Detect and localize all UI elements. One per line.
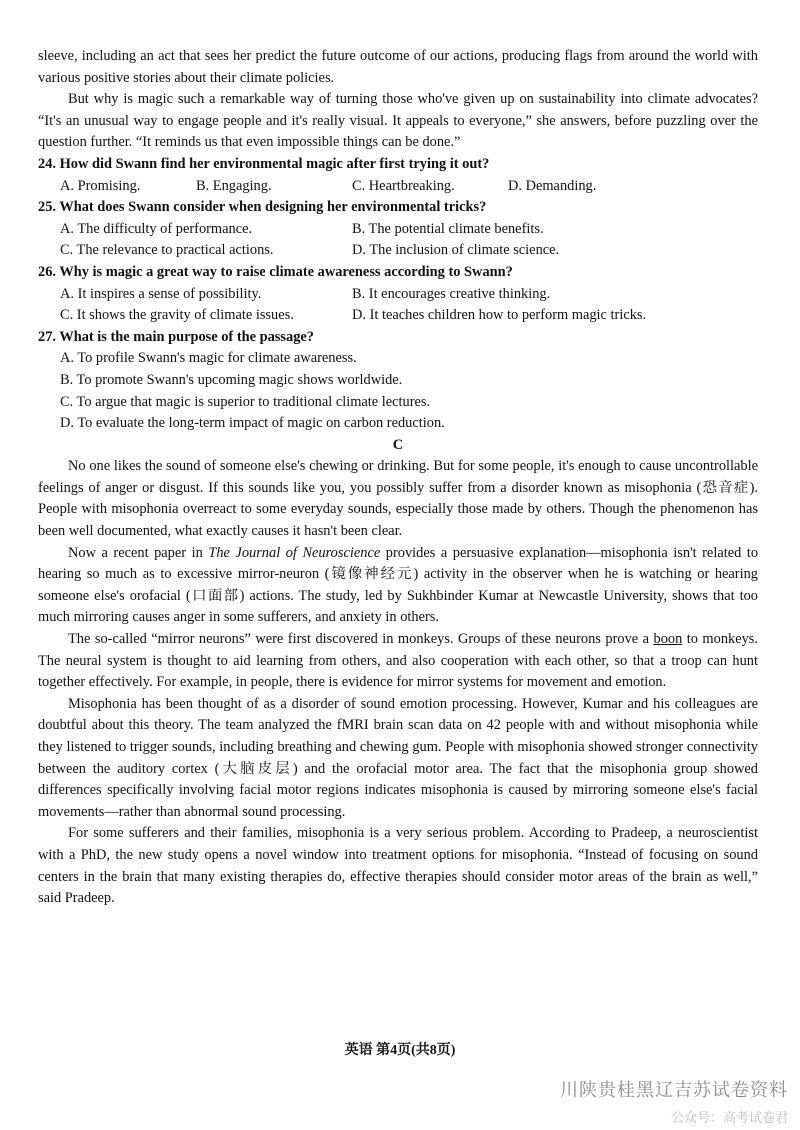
watermark-line-1: 川陕贵桂黑辽吉苏试卷资料 [560,1080,788,1101]
text-run: The so-called “mirror neurons” were first discovered in monkeys. Groups of these neurons prove a [68,631,654,648]
option-a: A. The difficulty of performance. [60,220,253,237]
option-c: C. The relevance to practical actions. [60,242,274,259]
question-25 [38,197,758,262]
option-d: D. It teaches children how to perform magic tricks. [352,307,647,324]
question-options-row-1 [38,284,758,306]
option-d: D. To evaluate the long-term impact of magic on carbon reduction. [60,415,445,432]
option-d: D. Demanding. [508,177,597,194]
option-c: C. It shows the gravity of climate issues. [60,307,294,324]
passage-paragraph-3 [38,629,758,694]
option-b: B. It encourages creative thinking. [352,285,551,302]
intro-paragraph-2: But why is magic such a remarkable way of turning those who've given up on sustainability into climate advocates? “It's an unusual way to engage people and it's really visual. It appeals to everyone,” she answers, before puzzling over the question further. “It reminds us that even impossible things can be done.” [38,91,758,151]
intro-paragraph-1: sleeve, including an act that sees her predict the future outcome of our actions, producing flags from around the world with various positive stories about their climate policies. [38,48,758,86]
page-content [38,46,758,910]
question-options [38,176,758,198]
option-b: B. Engaging. [196,177,272,194]
question-stem: 26. Why is magic a great way to raise climate awareness according to Swann? [38,263,513,280]
text-run: provides a persuasive explanation—misophonia isn't related to hearing so much as to excessive mirror-neuron (镜像神经元) activity in the observer when he is watching or hearing someone else's orofacial (口面部) actions. The study, led by Sukhbinder Kumar at Newcastle University, shows that too much mirroring causes anger in some sufferers, and anxiety in others. [38,544,759,626]
option-c: C. Heartbreaking. [352,177,455,194]
text-run: Now a recent paper in [68,544,209,561]
watermark-line-2: 公众号：高考试卷君 [670,1110,788,1126]
question-options-row-2 [38,305,758,327]
passage-paragraph-1: No one likes the sound of someone else's chewing or drinking. But for some people, it's enough to cause uncontrollable feelings of anger or disgust. If this sounds like you, you possibly suffer from a disorder known as misophonia (恐音症). People with misophonia overreact to some everyday sounds, especially those made by others. Though the phenomenon has been well documented, what exactly causes it hasn't been clear. [38,458,758,540]
journal-title: The Journal of Neuroscience [208,544,381,561]
question-stem: 27. What is the main purpose of the passage? [38,328,314,345]
option-c: C. To argue that magic is superior to traditional climate lectures. [60,393,431,410]
option-d: D. The inclusion of climate science. [352,242,560,259]
section-heading: C [392,436,404,453]
underlined-word: boon [653,631,683,648]
option-a: A. To profile Swann's magic for climate awareness. [60,350,357,367]
question-options-row-2 [38,240,758,262]
question-options-row-1 [38,219,758,241]
option-a: A. It inspires a sense of possibility. [60,285,262,302]
question-stem: 24. How did Swann find her environmental magic after first trying it out? [38,155,490,172]
option-b: B. The potential climate benefits. [352,220,544,237]
passage-paragraph-2 [38,543,758,629]
question-stem: 25. What does Swann consider when designing her environmental tricks? [38,199,487,216]
option-a: A. Promising. [60,177,141,194]
question-27 [38,327,758,435]
page-footer: 英语 第4页(共8页) [344,1043,456,1058]
passage-paragraph-4: Misophonia has been thought of as a disorder of sound emotion processing. However, Kumar and his colleagues are doubtful about this theory. The team analyzed the fMRI brain scan data on 42 people with and without misophonia while they listened to trigger sounds, including breathing and chewing gum. People with misophonia showed stronger connectivity between the auditory cortex (大脑皮层) and the orofacial motor area. The fact that the misophonia group showed differences specifically involving facial motor regions indicates misophonia is caused by mirroring someone else's facial movements—rather than abnormal sound processing. [38,695,758,820]
passage-paragraph-5: For some sufferers and their families, misophonia is a very serious problem. According to Pradeep, a neuroscientist with a PhD, the new study opens a novel window into treatment options for misophonia. “Instead of focusing on sound centers in the brain that many existing therapies do, effective therapies should consider motor areas of the brain as well,” said Pradeep. [38,825,758,907]
option-b: B. To promote Swann's upcoming magic shows worldwide. [60,371,403,388]
text-run: to monkeys. The neural system is thought to aid learning from others, and also cooperation with each other, so that a troop can hunt together effectively. For example, in people, there is evidence for mirror systems for movement and emotion. [38,631,758,691]
watermark [560,1080,788,1129]
question-24 [38,154,758,197]
question-26 [38,262,758,327]
